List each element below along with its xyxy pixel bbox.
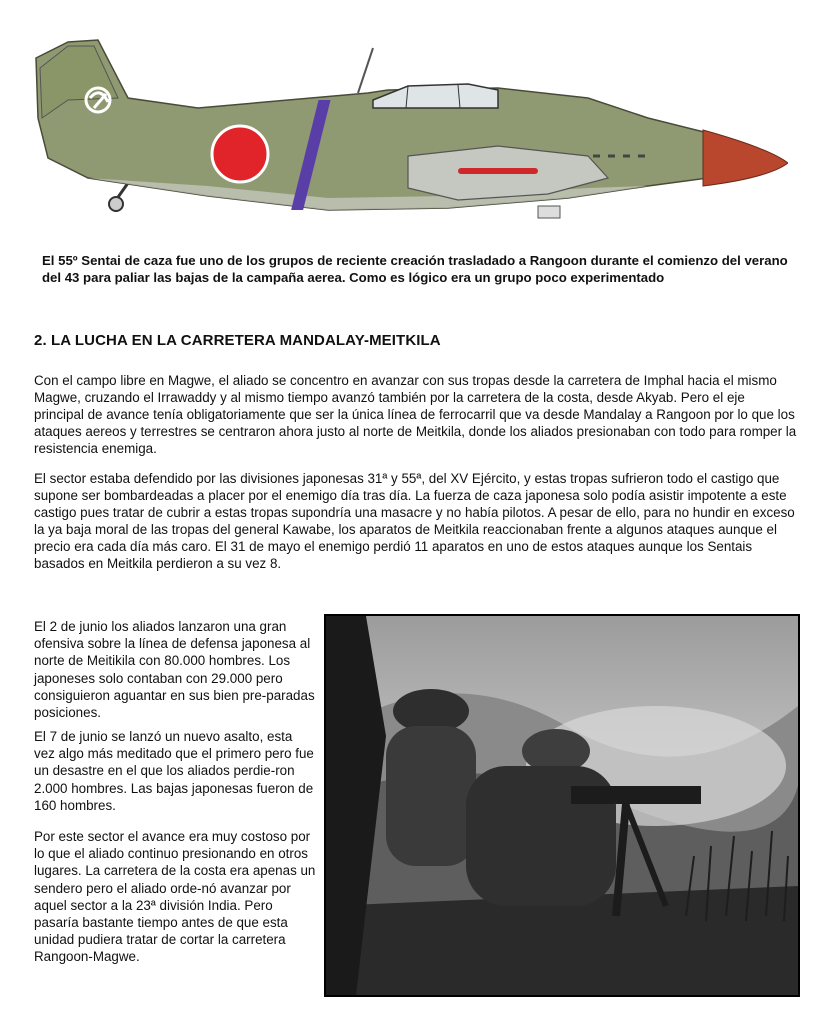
column-paragraph: Por este sector el avance era muy costoso por lo que el aliado continuo presionando en otros lugares. La carretera de la costa era apenas un sendero pero el aliado orde-nó avanzar por aquel sector a la 23ª división India. Pero pasaría bastante tiempo antes de que esta unidad pudiera tratar de cortar la carretera Rangoon-Magwe. bbox=[34, 829, 316, 965]
soldiers-machine-gun-photo bbox=[324, 614, 800, 997]
aircraft-profile-illustration bbox=[28, 38, 788, 248]
section-heading: 2. LA LUCHA EN LA CARRETERA MANDALAY-MEITKILA bbox=[34, 332, 441, 349]
propeller-spinner bbox=[703, 130, 788, 186]
body-paragraph: El sector estaba defendido por las divisiones japonesas 31ª y 55ª, del XV Ejército, y estas tropas sufrieron todo el castigo que supone ser bombardeadas a placer por el enemigo día tras día. La fuerza de caza japonesa solo podía asistir impotente a este castigo pues tratar de cubrir a estas tropas supondría una masacre y no había pilotos. A pesar de ello, para no hundir en exceso la ya baja moral de las tropas del general Kawabe, los aparatos de Meitkila reaccionaban frente a algunos ataques aunque el precio era cada día más caro. El 31 de mayo el enemigo perdió 11 aparatos en uno de estos ataques aunque los Sentais basados en Meitkila perdieron a su vez 8. bbox=[34, 471, 795, 571]
aircraft-caption: El 55º Sentai de caza fue uno de los grupos de reciente creación trasladado a Rangoon durante el comienzo del verano del 43 para paliar las bajas de la campaña aerea. Como es lógico era un grupo poco experimentado bbox=[42, 253, 788, 285]
column-paragraph: El 2 de junio los aliados lanzaron una gran ofensiva sobre la línea de defensa japonesa al norte de Meitikila con 80.000 hombres. Los japoneses solo contaban con 29.000 pero consiguieron aguantar en sus bien pre-paradas posiciones. bbox=[34, 619, 315, 721]
body-paragraph: Con el campo libre en Magwe, el aliado se concentro en avanzar con sus tropas desde la carretera de Imphal hacia el mismo Magwe, cruzando el Irrawaddy y al mismo tiempo avanzó también por la carretera de la costa, desde Akyab. Pero el eje principal de avance tenía obligatoriamente que ser la única línea de ferrocarril que va desde Mandalay a Rangoon por lo que los ataques aereos y terrestres se centraron ahora justo al norte de Meitkila, donde los aliados presionaban con todo para romper la resistencia enemiga. bbox=[34, 373, 797, 456]
column-paragraph: El 7 de junio se lanzó un nuevo asalto, esta vez algo más meditado que el primero pero fue un desastre en el que los aliados perdie-ron 2.000 hombres. Las bajas japonesas fueron de 160 hombres. bbox=[34, 729, 314, 813]
cockpit-canopy bbox=[373, 84, 498, 108]
hinomaru-roundel bbox=[212, 126, 268, 182]
soldier-figure bbox=[386, 689, 476, 866]
